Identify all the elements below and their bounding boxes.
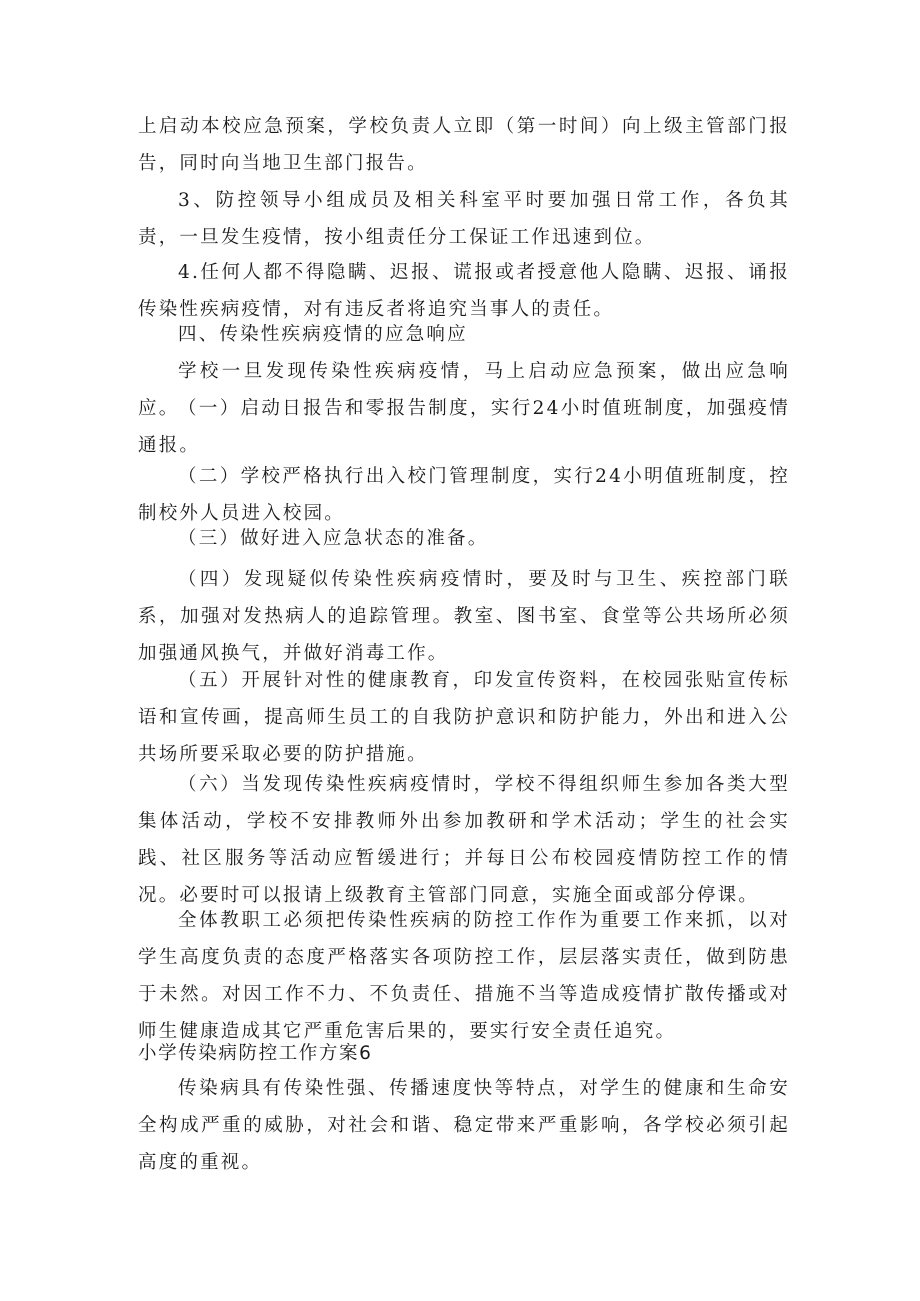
paragraph-item-3: 3、防控领导小组成员及相关科室平时要加强日常工作，各负其责，一旦发生疫情，按小组责任分工保证工作迅速到位。 [138,190,790,248]
paragraph-sub-6: （六）当发现传染性疾病疫情时，学校不得组织师生参加各类大型集体活动，学校不安排教师外出参加教研和学术活动；学生的社会实践、社区服务等活动应暂缓进行；并每日公布校园疫情防控工作的情况。必要时可以报请上级教育主管部门同意，实施全面或部分停课。 [138,774,790,906]
section-title: 小学传染病防控工作方案6 [138,1043,373,1064]
paragraph-sub-1: （一）启动日报告和零报告制度，实行24小时值班制度，加强疫情通报。 [138,398,790,456]
paragraph-item-4: 4.任何人都不得隐瞒、迟报、谎报或者授意他人隐瞒、迟报、诵报传染性疾病疫情，对有违反者将追究当事人的责任。 [138,262,790,320]
section-heading-four: 四、传染性疾病疫情的应急响应 [178,324,468,345]
paragraph-sub-3: （三）做好进入应急状态的准备。 [178,528,489,549]
paragraph-closing: 传染病具有传染性强、传播速度快等特点，对学生的健康和生命安全构成严重的威胁，对社会和谐、稳定带来严重影响，各学校必须引起高度的重视。 [138,1078,790,1173]
paragraph-continuation: 上启动本校应急预案，学校负责人立即（第一时间）向上级主管部门报告，同时向当地卫生部门报告。 [138,116,790,174]
paragraph-summary: 全体教职工必须把传染性疾病的防控工作作为重要工作来抓，以对学生高度负责的态度严格落实各项防控工作，层层落实责任，做到防患于未然。对因工作不力、不负责任、措施不当等造成疫情扩散传播或对师生健康造成其它严重危害后果的，要实行安全责任追究。 [138,910,790,1042]
paragraph-sub-5: （五）开展针对性的健康教育，印发宣传资料，在校园张贴宣传标语和宣传画，提高师生员工的自我防护意识和防护能力，外出和进入公共场所要采取必要的防护措施。 [138,670,790,765]
paragraph-sub-4: （四）发现疑似传染性疾病疫情时，要及时与卫生、疾控部门联系，加强对发热病人的追踪管理。教室、图书室、食堂等公共场所必须加强通风换气，并做好消毒工作。 [138,569,790,664]
paragraph-sub-2: （二）学校严格执行出入校门管理制度，实行24小明值班制度，控制校外人员进入校园。 [138,466,790,524]
paragraph-intro: 学校一旦发现传染性疾病疫情，马上启动应急预案，做出应急响应。 [138,361,790,419]
